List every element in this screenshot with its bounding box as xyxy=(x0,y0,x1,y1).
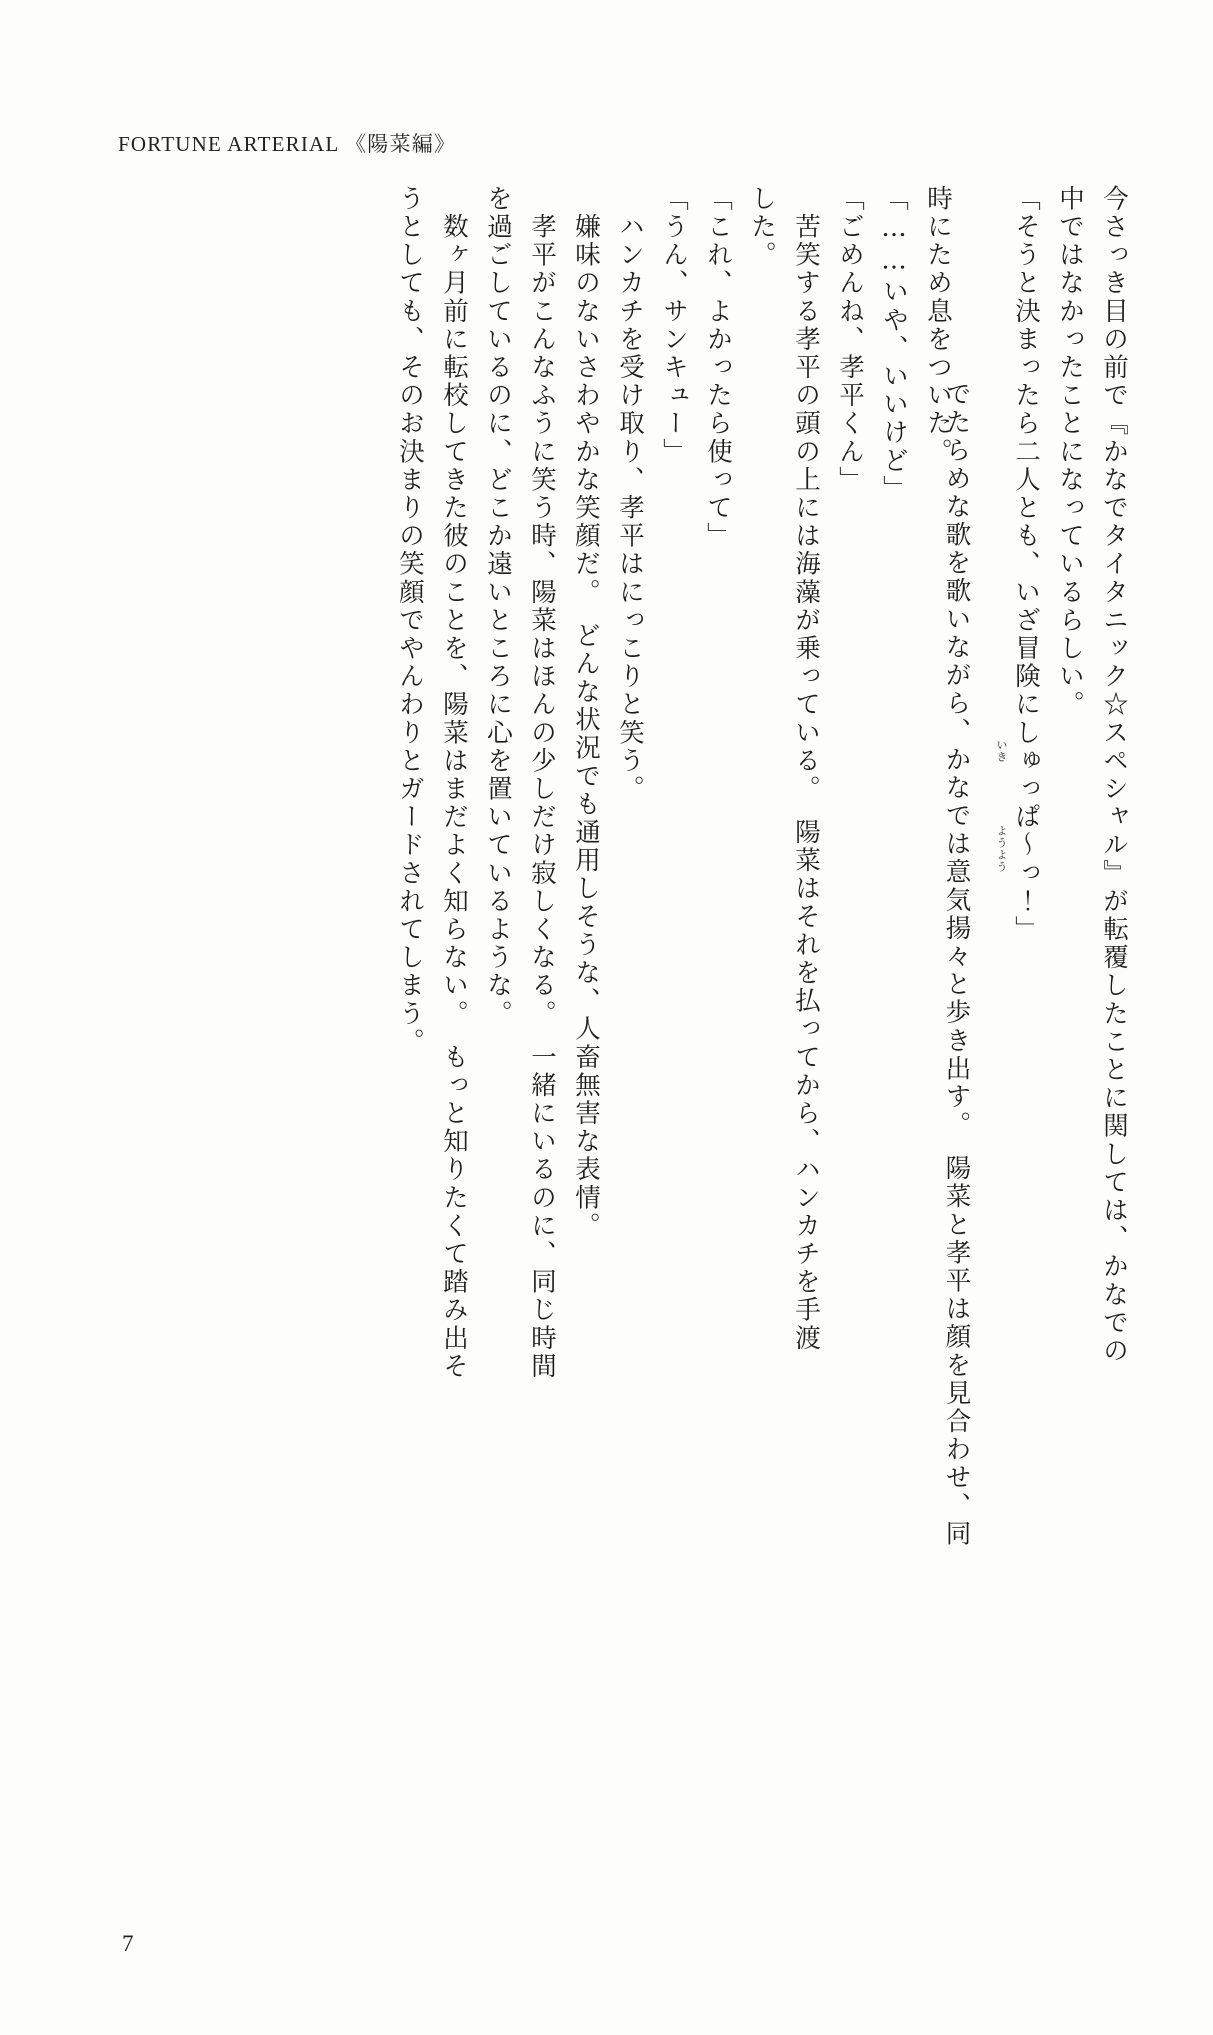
text-line: 苦笑する孝平の頭の上には海藻が乗っている。 陽菜はそれを払ってから、ハンカチを手渡 xyxy=(791,185,821,1353)
text-line: 「ごめんね、孝平くん」 xyxy=(835,185,865,495)
text-line xyxy=(941,185,1008,1585)
text-line: ハンカチを受け取り、孝平はにっこりと笑う。 xyxy=(615,185,645,804)
text-line: うとしても、そのお決まりの笑顔でやんわりとガードされてしまう。 xyxy=(395,185,425,1057)
text-line: 時にため息をついた。 xyxy=(923,185,953,466)
text-line: した。 xyxy=(747,185,777,270)
text-line: 今さっき目の前で『かなでタイタニック☆スペシャル』が転覆したことに関しては、かなでの xyxy=(1099,185,1129,1366)
text-line: 「これ、よかったら使って」 xyxy=(703,185,733,551)
ruby-annotation: ようよう xyxy=(995,825,1008,873)
text-line: 嫌味のないさわやかな笑顔だ。 どんな状況でも通用しそうな、人畜無害な表情。 xyxy=(571,185,601,1241)
page-body-text xyxy=(96,185,1129,1905)
text-line: を過ごしているのに、どこか遠いところに心を置いているような。 xyxy=(483,185,513,1028)
text-line-content: でたらめな歌を歌いながら、かなでは意気揚々と歩き出す。 陽菜と孝平は顔を見合わせ、同 xyxy=(941,380,972,1549)
ruby-annotation: いき xyxy=(995,739,1008,763)
text-line: 「……いや、いいけど」 xyxy=(879,185,909,504)
text-line: 「うん、サンキュー」 xyxy=(659,185,689,466)
text-line: 数ヶ月前に転校してきた彼のことを、陽菜はまだよく知らない。 もっと知りたくて踏み出そ xyxy=(439,185,469,1381)
page-number: 7 xyxy=(122,1931,134,1956)
text-line: 「そうと決まったら二人とも、いざ冒険にしゅっぱ～っ！」 xyxy=(1011,185,1041,944)
running-head: FORTUNE ARTERIAL 《陽菜編》 xyxy=(118,132,457,156)
text-line: 中ではなかったことになっているらしい。 xyxy=(1055,185,1085,719)
text-line: 孝平がこんなふうに笑う時、陽菜はほんの少しだけ寂しくなる。 一緒にいるのに、同じ時間 xyxy=(527,185,557,1381)
